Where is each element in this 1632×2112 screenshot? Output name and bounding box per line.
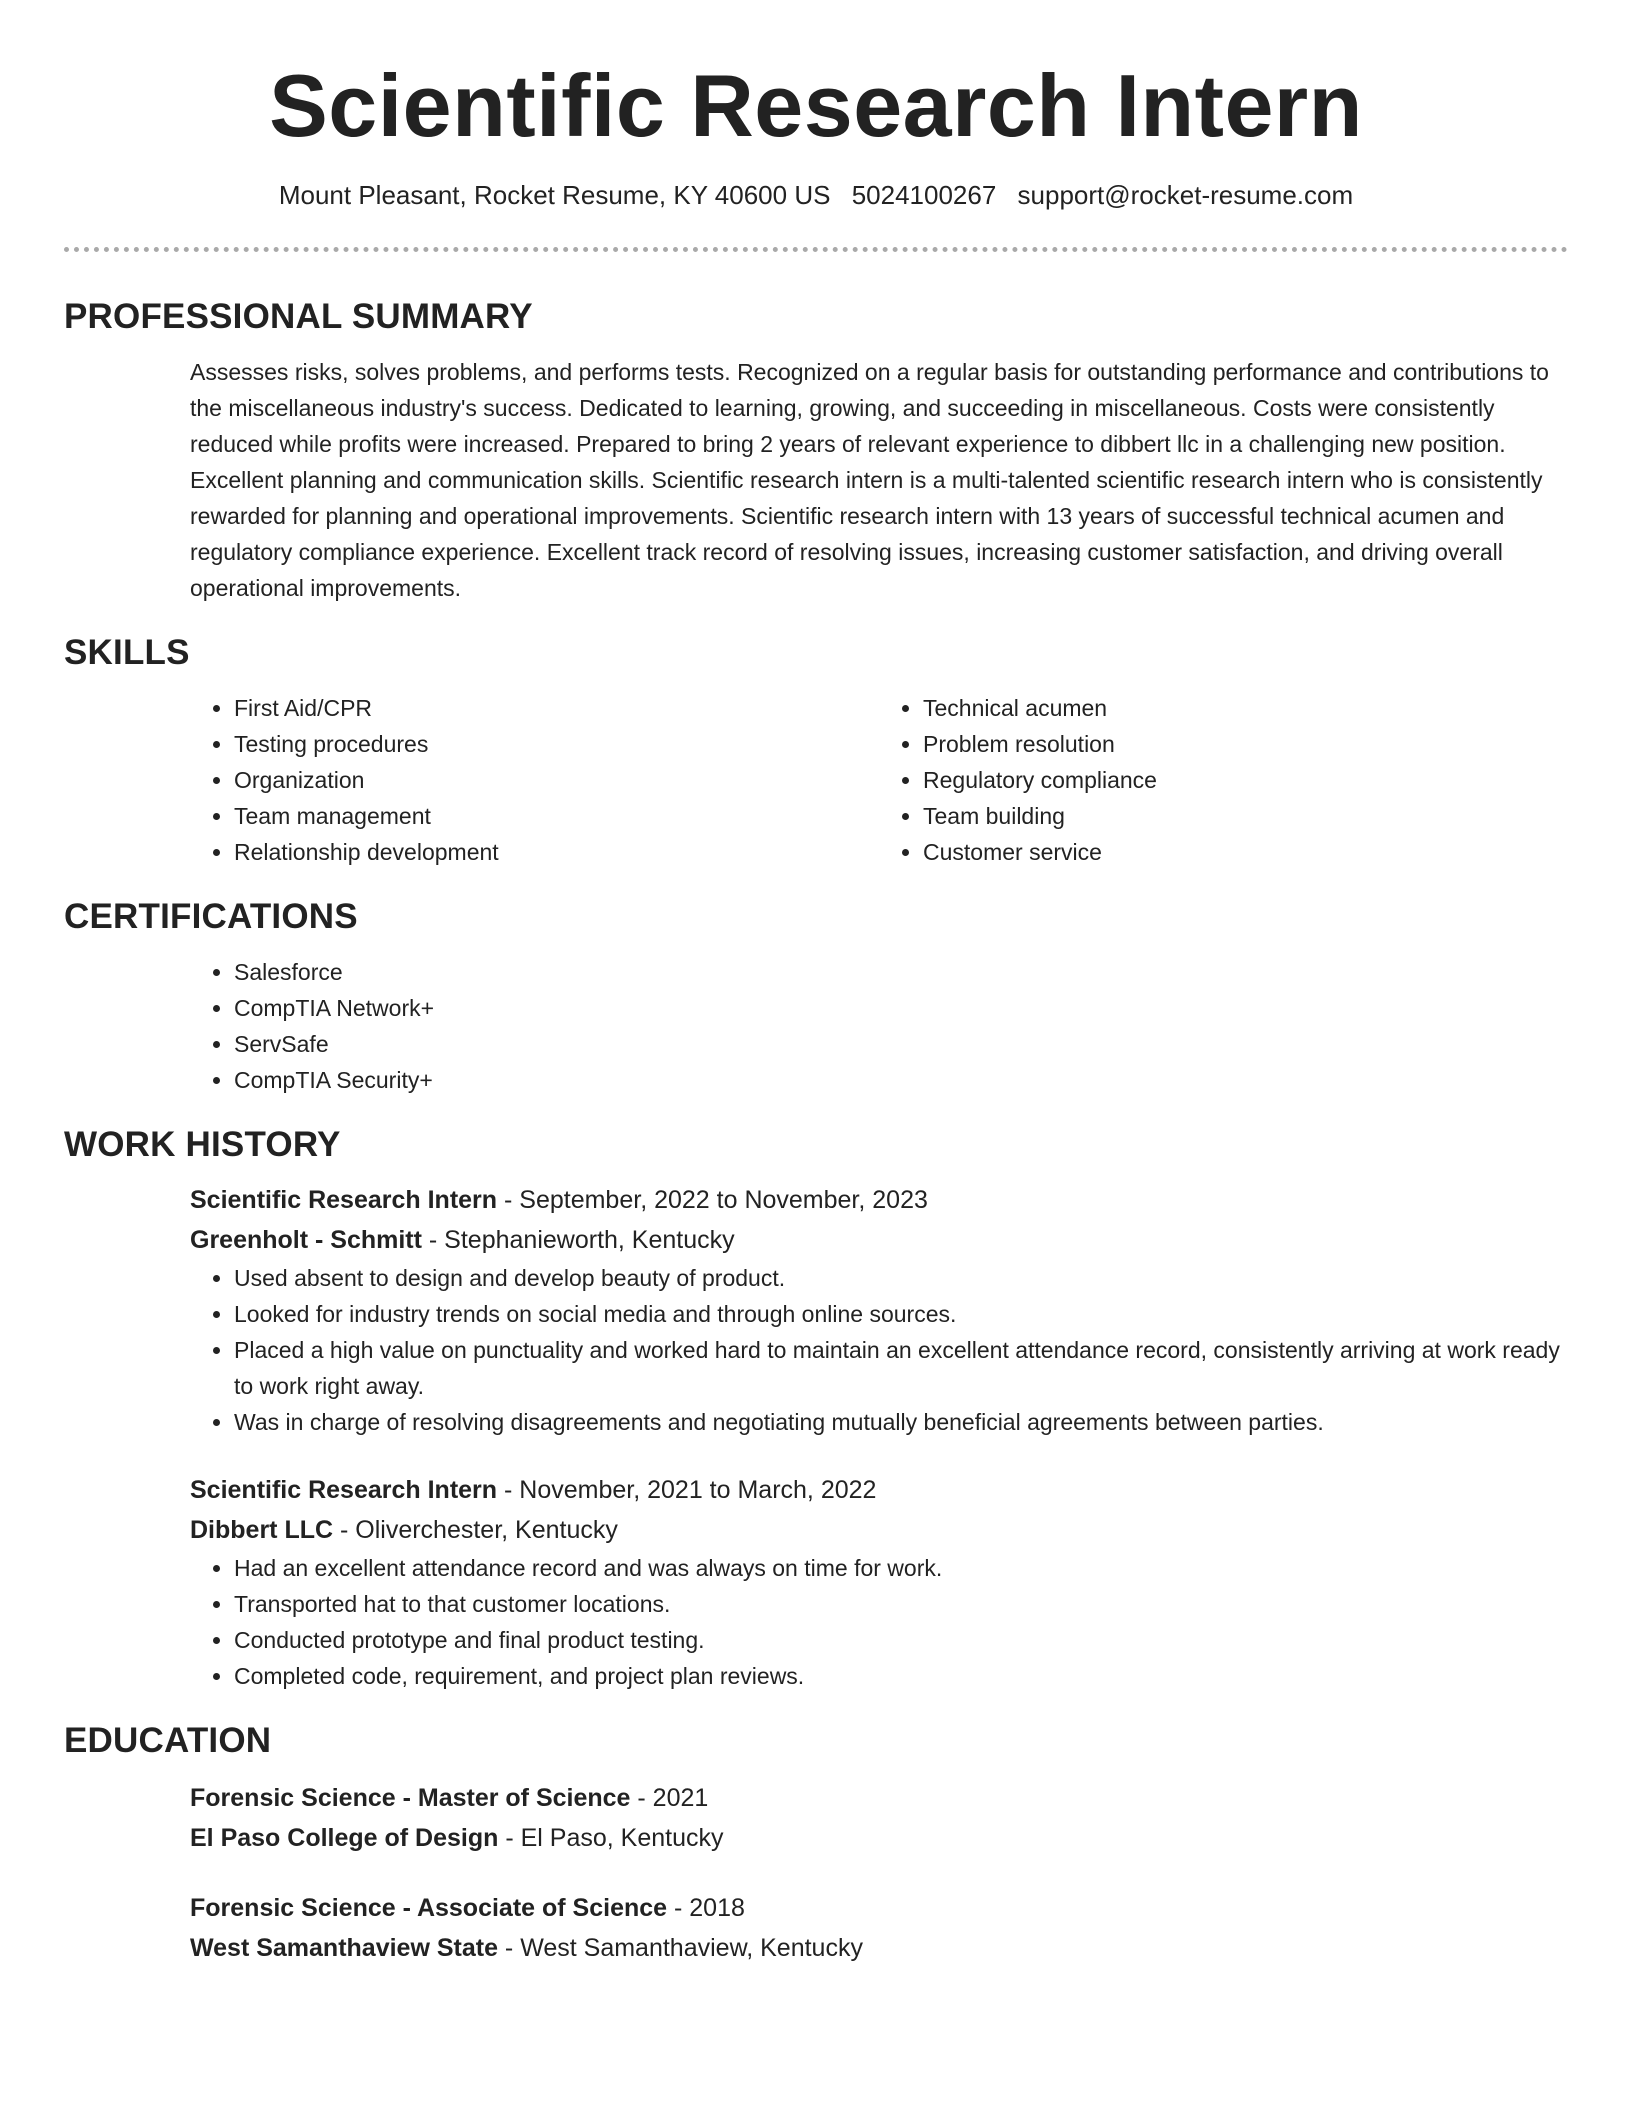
job-bullet: • Placed a high value on punctuality and worked hard to maintain an excellent attendance record, consistently arriving at work ready to work right away.: [234, 1332, 1568, 1404]
job-entry: [64, 1470, 1568, 1694]
skill-item: • Testing procedures: [234, 726, 879, 762]
job-company-line: [190, 1220, 1568, 1260]
job-bullet: • Was in charge of resolving disagreements and negotiating mutually beneficial agreements between parties.: [234, 1404, 1568, 1440]
summary-text: Assesses risks, solves problems, and performs tests. Recognized on a regular basis for outstanding performance and contributions to the miscellaneous industry's success. Dedicated to learning, growing, and succeeding in miscellaneous. Costs were consistently reduced while profits were increased. Prepared to bring 2 years of relevant experience to dibbert llc in a challenging new position. Excellent planning and communication skills. Scientific research intern is a multi-talented scientific research intern who is consistently rewarded for planning and operational improvements. Scientific research intern with 13 years of successful technical acumen and regulatory compliance experience. Excellent track record of resolving issues, increasing customer satisfaction, and driving overall operational improvements.: [190, 359, 1549, 601]
skill-item: • Problem resolution: [923, 726, 1568, 762]
job-bullet: • Had an excellent attendance record and was always on time for work.: [234, 1550, 1568, 1586]
job-bullets: [190, 1260, 1568, 1440]
certification-item: • CompTIA Security+: [234, 1062, 1568, 1098]
certification-item: • ServSafe: [234, 1026, 1568, 1062]
skill-item: • Regulatory compliance: [923, 762, 1568, 798]
school-line: [190, 1928, 1568, 1968]
school-name: West Samanthaview State: [190, 1934, 498, 1962]
skills-heading: SKILLS: [64, 633, 190, 672]
work-history-heading: WORK HISTORY: [64, 1125, 341, 1164]
school-location: - West Samanthaview, Kentucky: [497, 1934, 863, 1962]
degree-year: - 2021: [630, 1784, 709, 1812]
job-location: - Oliverchester, Kentucky: [333, 1516, 618, 1544]
skill-item: • Organization: [234, 762, 879, 798]
degree-name: Forensic Science - Associate of Science: [190, 1894, 668, 1922]
job-title-line: [190, 1470, 1568, 1510]
job-company: Greenholt - Schmitt: [190, 1226, 422, 1254]
certification-item: • CompTIA Network+: [234, 990, 1568, 1026]
candidate-name: Scientific Research Intern: [269, 56, 1363, 155]
school-name: El Paso College of Design: [190, 1824, 499, 1852]
job-role: Scientific Research Intern: [190, 1476, 498, 1504]
job-entry: [64, 1180, 1568, 1440]
education-entry: [64, 1888, 1568, 1968]
job-company: Dibbert LLC: [190, 1516, 334, 1544]
job-title-line: [190, 1180, 1568, 1220]
job-role: Scientific Research Intern: [190, 1186, 498, 1214]
certifications-section: [64, 896, 1568, 1098]
certifications-list: [190, 954, 1568, 1098]
skill-item: • First Aid/CPR: [234, 690, 879, 726]
skills-section: [64, 632, 1568, 870]
contact-address: Mount Pleasant, Rocket Resume, KY 40600 US: [278, 180, 831, 210]
skill-item: • Team building: [923, 798, 1568, 834]
summary-heading: PROFESSIONAL SUMMARY: [64, 297, 533, 336]
contact-phone: 5024100267: [851, 180, 997, 210]
job-bullet: • Transported hat to that customer locations.: [234, 1586, 1568, 1622]
degree-year: - 2018: [667, 1894, 745, 1922]
school-location: - El Paso, Kentucky: [498, 1824, 724, 1852]
job-bullet: • Used absent to design and develop beauty of product.: [234, 1260, 1568, 1296]
job-bullets: [190, 1550, 1568, 1694]
degree-name: Forensic Science - Master of Science: [190, 1784, 631, 1812]
job-bullet: • Conducted prototype and final product testing.: [234, 1622, 1568, 1658]
skills-list-right: [879, 690, 1568, 870]
job-company-line: [190, 1510, 1568, 1550]
skills-grid: [64, 690, 1568, 870]
work-history-section: [64, 1124, 1568, 1694]
skill-item: • Team management: [234, 798, 879, 834]
school-line: [190, 1818, 1568, 1858]
certifications-heading: CERTIFICATIONS: [64, 897, 358, 936]
degree-line: [190, 1778, 1568, 1818]
education-heading: EDUCATION: [64, 1721, 272, 1760]
certification-item: • Salesforce: [234, 954, 1568, 990]
certifications-body: [64, 954, 1568, 1098]
skill-item: • Relationship development: [234, 834, 879, 870]
skill-item: • Customer service: [923, 834, 1568, 870]
skills-list-left: [190, 690, 879, 870]
degree-line: [190, 1888, 1568, 1928]
header-divider: [64, 247, 1568, 252]
summary-section: [64, 296, 1568, 606]
job-dates: - November, 2021 to March, 2022: [497, 1476, 877, 1504]
job-bullet: • Completed code, requirement, and project plan reviews.: [234, 1658, 1568, 1694]
contact-email: support@rocket-resume.com: [1017, 180, 1354, 210]
education-entry: [64, 1778, 1568, 1858]
job-location: - Stephanieworth, Kentucky: [421, 1226, 735, 1254]
job-bullet: • Looked for industry trends on social media and through online sources.: [234, 1296, 1568, 1332]
education-section: [64, 1720, 1568, 1968]
contact-line: [64, 156, 1568, 212]
job-dates: - September, 2022 to November, 2023: [497, 1186, 928, 1214]
skill-item: • Technical acumen: [923, 690, 1568, 726]
